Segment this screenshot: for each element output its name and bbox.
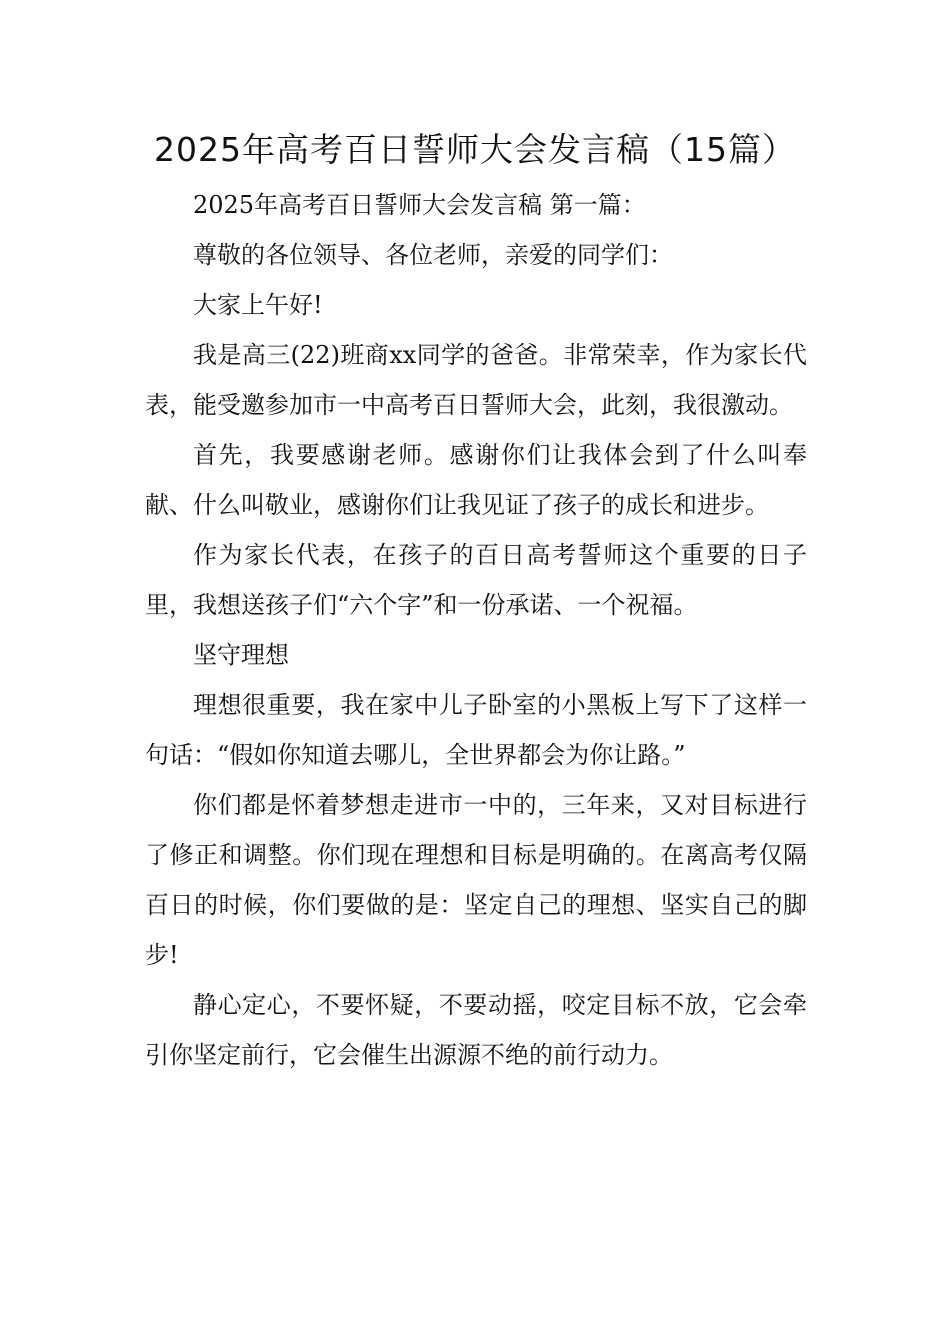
document-title: 2025年高考百日誓师大会发言稿（15篇） <box>154 130 796 169</box>
paragraph: 2025年高考百日誓师大会发言稿 第一篇： <box>193 191 646 219</box>
paragraph: 理想很重要，我在家中儿子卧室的小黑板上写下了这样一句话：“假如你知道去哪儿，全世界都会为你让路。” <box>145 691 807 769</box>
paragraph: 坚守理想 <box>193 641 289 669</box>
paragraph: 我是高三(22)班商xx同学的爸爸。非常荣幸，作为家长代表，能受邀参加市一中高考百日誓师大会，此刻，我很激动。 <box>145 341 807 419</box>
paragraph: 静心定心，不要怀疑，不要动摇，咬定目标不放，它会牵引你坚定前行，它会催生出源源不绝的前行动力。 <box>145 991 807 1069</box>
paragraph: 尊敬的各位领导、各位老师，亲爱的同学们： <box>193 241 673 269</box>
paragraph: 首先，我要感谢老师。感谢你们让我体会到了什么叫奉献、什么叫敬业，感谢你们让我见证了孩子的成长和进步。 <box>145 441 807 519</box>
paragraph: 你们都是怀着梦想走进市一中的，三年来，又对目标进行了修正和调整。你们现在理想和目标是明确的。在离高考仅隔百日的时候，你们要做的是：坚定自己的理想、坚实自己的脚步! <box>145 791 807 969</box>
paragraph: 大家上午好! <box>193 291 323 319</box>
paragraph: 作为家长代表，在孩子的百日高考誓师这个重要的日子里，我想送孩子们“六个字”和一份承诺、一个祝福。 <box>145 541 807 619</box>
document-body <box>145 180 807 1080</box>
